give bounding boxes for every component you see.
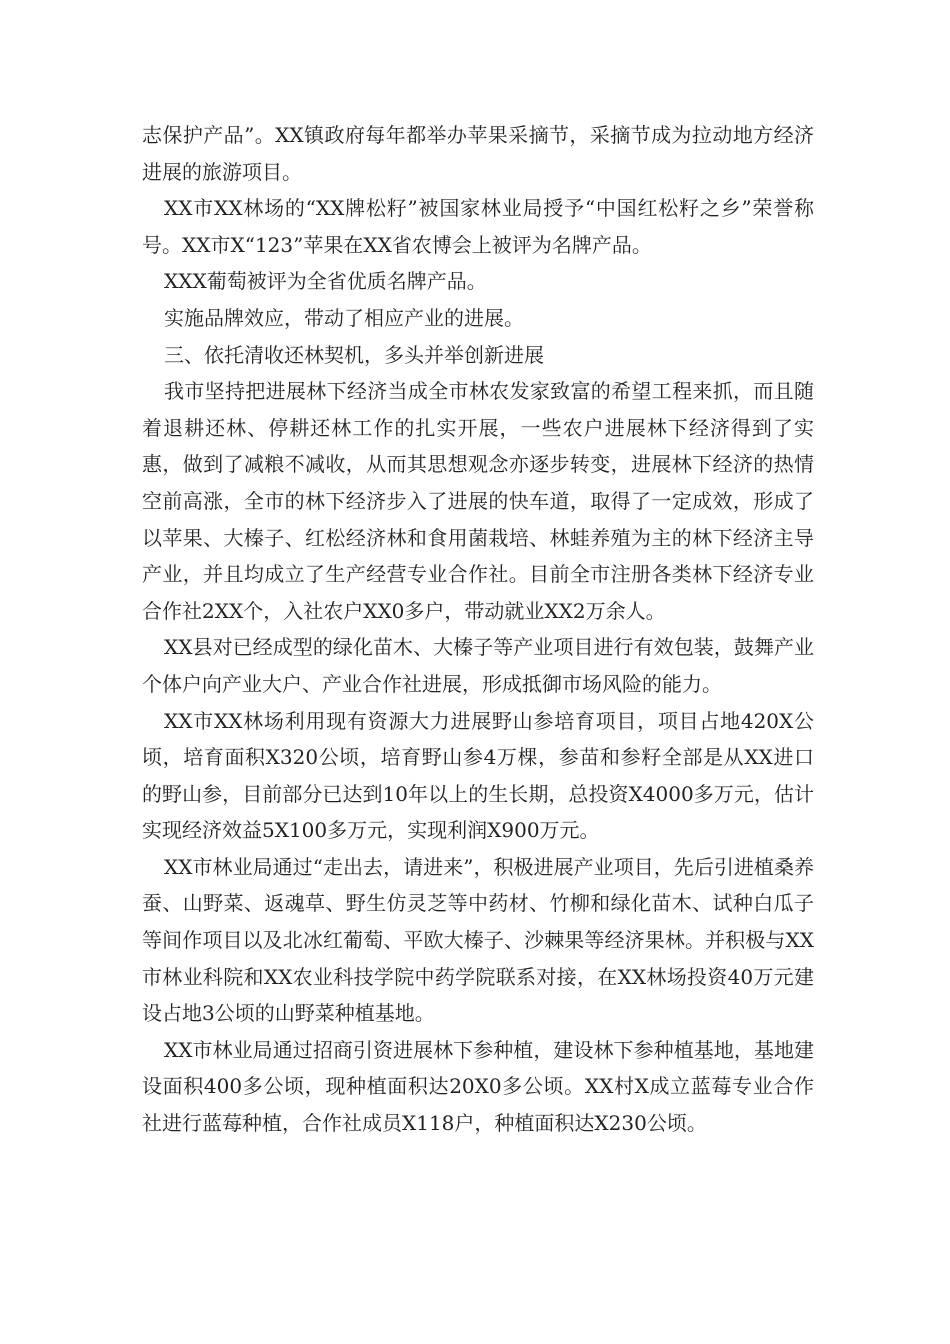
paragraph: XX县对已经成型的绿化苗木、大榛子等产业项目进行有效包装，鼓舞产业个体户向产业大户、产业合作社进展，形成抵御市场风险的能力。 bbox=[142, 635, 814, 696]
document-body bbox=[142, 117, 814, 1142]
paragraph: XX市林业局通过“走出去，请进来”，积极进展产业项目，先后引进植桑养蚕、山野菜、返魂草、野生仿灵芝等中药材、竹柳和绿化苗木、试种白瓜子等间作项目以及北冰红葡萄、平欧大榛子、沙棘果等经济果林。并积极与XX市林业科院和XX农业科技学院中药学院联系对接，在XX林场投资40万元建设占地3公顷的山野菜种植基地。 bbox=[142, 854, 814, 1026]
paragraph: 实施品牌效应，带动了相应产业的进展。 bbox=[164, 305, 524, 330]
paragraph: XXX葡萄被评为全省优质名牌产品。 bbox=[164, 269, 487, 294]
paragraph: 志保护产品”。XX镇政府每年都举办苹果采摘节，采摘节成为拉动地方经济进展的旅游项目。 bbox=[142, 123, 814, 184]
paragraph: 我市坚持把进展林下经济当成全市林农发家致富的希望工程来抓，而且随着退耕还林、停耕还林工作的扎实开展，一些农户进展林下经济得到了实惠，做到了减粮不减收，从而其思想观念亦逐步转变，进展林下经济的热情空前高涨，全市的林下经济步入了进展的快车道，取得了一定成效，形成了以苹果、大榛子、红松经济林和食用菌栽培、林蛙养殖为主的林下经济主导产业，并且均成立了生产经营专业合作社。目前全市注册各类林下经济专业合作社2XX个，入社农户XX0多户，带动就业XX2万余人。 bbox=[142, 379, 814, 623]
paragraph: XX市XX林场的“XX牌松籽”被国家林业局授予“中国红松籽之乡”荣誉称号。XX市X“123”苹果在XX省农博会上被评为名牌产品。 bbox=[142, 196, 814, 257]
paragraph: XX市林业局通过招商引资进展林下参种植，建设林下参种植基地，基地建设面积400多公顷，现种植面积达20X0多公顷。XX村X成立蓝莓专业合作社进行蓝莓种植，合作社成员X118户，种植面积达X230公顷。 bbox=[142, 1037, 814, 1136]
section-heading: 三、依托清收还林契机，多头并举创新进展 bbox=[164, 342, 544, 367]
paragraph: XX市XX林场利用现有资源大力进展野山参培育项目，项目占地420X公顷，培育面积X320公顷，培育野山参4万棵，参苗和参籽全部是从XX进口的野山参，目前部分已达到10年以上的生长期，总投资X4000多万元，估计实现经济效益5X100多万元，实现利润X900万元。 bbox=[142, 708, 814, 843]
